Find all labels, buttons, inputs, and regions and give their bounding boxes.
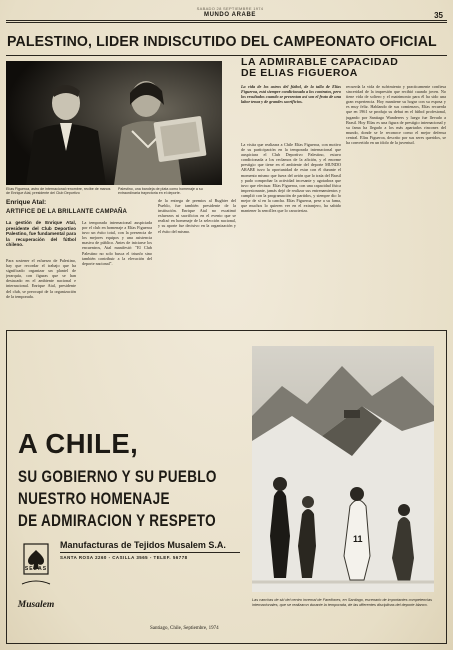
award-photo-caption-left: Elías Figueroa, astro de internacional renombre, recibe de manos de Enrique Atal, presidente del Club Deportivo	[6, 187, 111, 196]
ad-dateline: Santiago, Chile, Septiembre, 1974	[150, 626, 219, 631]
subheadline-line-2: DE ELIAS FIGUEROA	[241, 67, 358, 79]
article-headline: PALESTINO, LIDER INDISCUTIDO DEL CAMPEONATO OFICIAL	[7, 33, 437, 50]
article-column-mid: La visita que realizara a Chile Elías Figueroa, con motivo de su participación en la temporada internacional que auspiciara el Club Deportivo Palestino, estuvo condicionada a los reclamos de la afición, y el enorme prestigio que tiene en el ambiente del deporte MUNDO ARABE tuvo la oportunidad de estar con él durante el momento mismo que fuera del avión que lo traía del Brasil y pudo comprobar la actividad incesante y agotadora que tuvo que efectuar. Elías Figueroa, con una capacidad física impresionante, jamás dejó de realizar sus entrenamientos y cumplió con la programación de partidos, y siempre dio lo mejor de sí en la cancha. Elías Figueroa, pese a su fama, que muchos lo quieren ver en el extranjero, ha sabido mantener la sencillez que lo caracteriza.	[241, 142, 341, 214]
section-head-name: Enrique Atal:	[6, 199, 47, 206]
page-number: 35	[434, 11, 443, 20]
header-rule-thin	[6, 22, 447, 23]
logo-text-top: SEDAS	[24, 566, 48, 572]
company-name: Manufacturas de Tejidos Musalem S.A.	[60, 540, 226, 550]
company-address: SANTA ROSA 2260 - CASILLA 3565 - TELEF. 56778	[60, 555, 188, 560]
header-rule	[6, 20, 447, 21]
article-column-center: La temporada internacional auspiciada por el club en homenaje a Elías Figueroa tuvo un éxito total, con la presencia de los mejores equipos y una asistencia masiva de público. Antes de iniciarse los encuentros, Atal manifestó: "El Club Palestino no solo busca el triunfo sino también contribuir a la elevación del deporte nacional".	[82, 220, 152, 266]
ad-line-2: SU GOBIERNO Y SU PUEBLO	[18, 468, 217, 486]
article-column-right: recuerda la vida de sufrimiento y practicamente confiesa sinceridad de la impresión que recibió cuando joven. No tiene vida de soltero y el matrimonio para él ha sido una gran experiencia. Hoy mantiene su hogar con su esposa y es muy feliz. Hablando de sus comienzos, Elías recuerda que en 1961 se produjo su debut en el fútbol profesional, jugando por Santiago Wanderers y luego fue llevado a Brasil. Hoy Elías es una figura de prestigio internacional y su fama ha llegado a los más apartados rincones del mundo, donde se le reconoce como el mejor defensa central. Elías Figueroa, descrito por sus seres queridos, se ha convertido en un ídolo de la juventud.	[346, 84, 446, 146]
issue-date-line: SABADO 28 SEPTIEMBRE 1974	[196, 6, 264, 11]
ad-line-3: NUESTRO HOMENAJE	[18, 490, 170, 508]
subheadline-line-1: LA ADMIRABLE CAPACIDAD	[241, 56, 399, 68]
ski-slope-photo	[252, 346, 434, 592]
ski-photo-caption: Las canchas de ski del centro invernal de Farellones, en Santiago, escenario de importantes competencias internacionales, que se realizaron durante la temporada, de las diferentes disciplinas del deporte blanco.	[252, 598, 433, 607]
svg-text:11: 11	[353, 534, 363, 544]
award-photo-caption-right: Palestino, una bandeja de plata como homenaje a su extraordinaria trayectoria en el deporte.	[118, 187, 203, 196]
article-intro: La vida de los astros del fútbol, de la talla de Elías Figueroa, está siempre condicionada a los contratos, pero los resultados cuando se presentan así son el fruto de una labor tenaz y de grandes sacrificios.	[241, 84, 341, 105]
section-head-title: ARTIFICE DE LA BRILLANTE CAMPAÑA	[6, 209, 128, 215]
award-photo-illustration	[6, 61, 222, 185]
ad-line-1: A CHILE,	[18, 428, 139, 459]
article-column-center-2: de la entrega de premios al Rugbier del Pueblo, fue también presidente de la institución. Enrique Atal no escatimó esfuerzos ni sacrificios en el evento que se realizó en homenaje de la selección nacional, y su aporte fue decisivo en la organización y el éxito del mismo.	[158, 198, 236, 234]
article-column-left: Para sostener el esfuerzo de Palestino, hay que recordar el trabajo que ha significado organizar un plantel de jerarquía, con figuras que se han destacado en el ambiente nacional e internacional. Enrique Atal, presidente del club, se preocupó de la organización de la temporada.	[6, 258, 76, 299]
award-photo	[6, 61, 222, 185]
subheadline	[241, 57, 446, 79]
ski-photo-illustration	[252, 346, 434, 592]
ad-line-4: DE ADMIRACION Y RESPETO	[18, 512, 217, 530]
logo-text-bottom: Musalem	[17, 600, 55, 610]
section-lead-paragraph: La gestión de Enrique Atal, presidente del Club Deportivo Palestino, fue fundamental para la recuperación del fútbol chileno.	[6, 220, 76, 248]
publication-name: MUNDO ARABE	[203, 12, 257, 18]
company-rule	[60, 552, 240, 553]
